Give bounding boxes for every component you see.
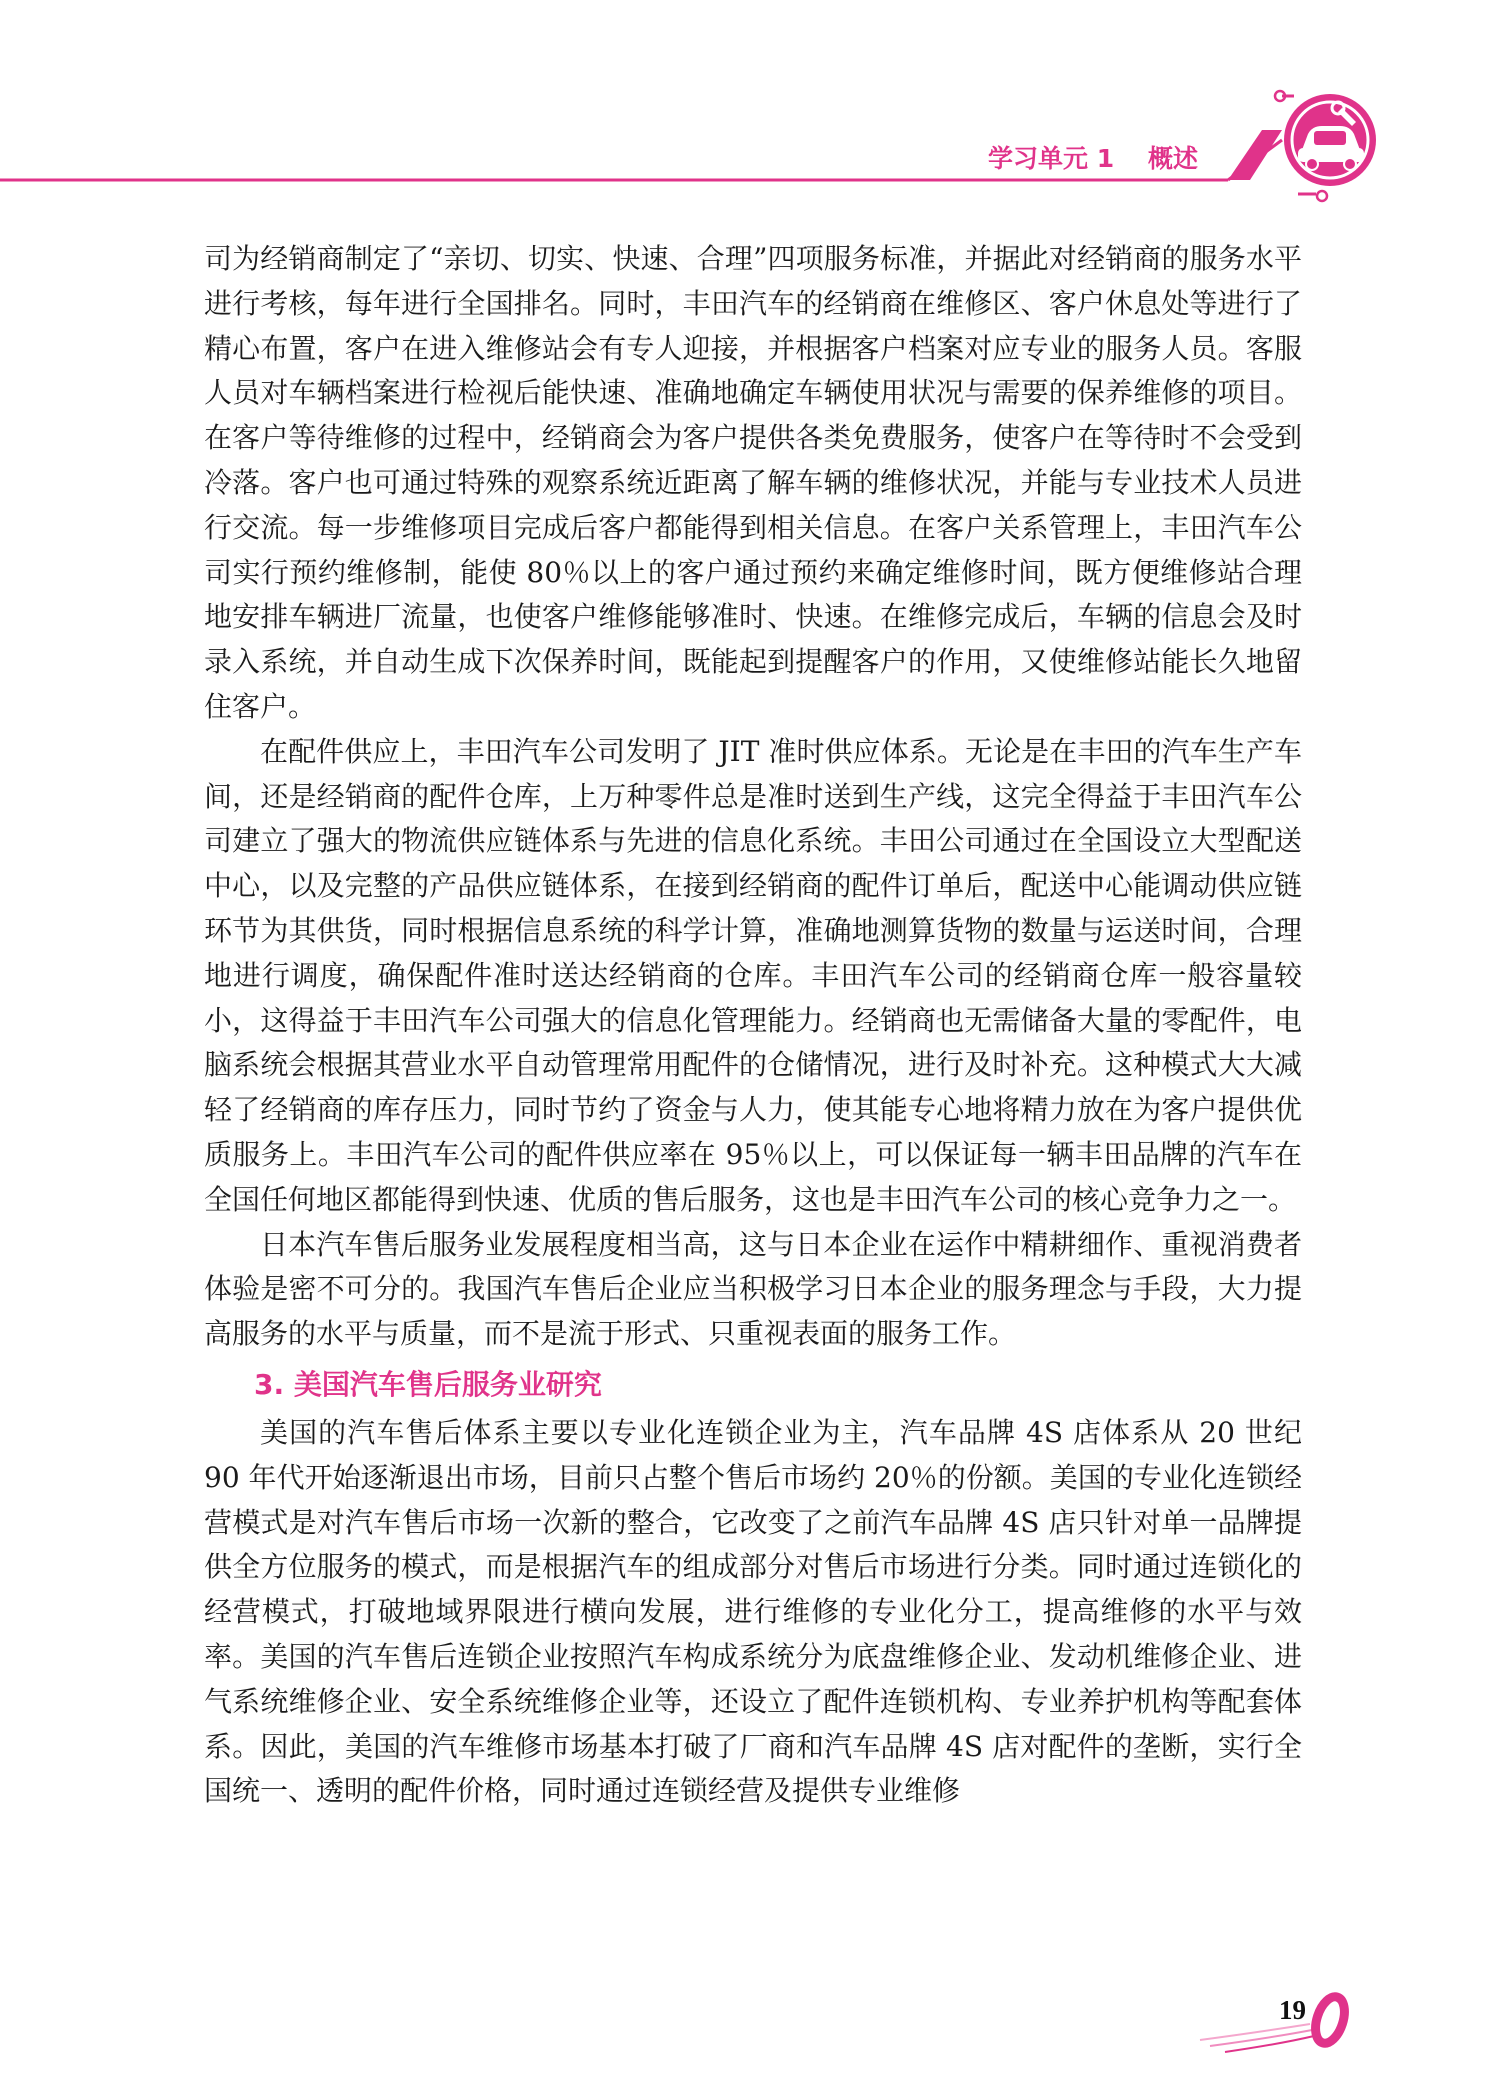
body-paragraph: 在配件供应上，丰田汽车公司发明了 JIT 准时供应体系。无论是在丰田的汽车生产车间，还是经销商的配件仓库，上万种零件总是准时送到生产线，这完全得益于丰田汽车公司建立了强大的物流供应链体系与先进的信息化系统。丰田公司通过在全国设立大型配送中心，以及完整的产品供应链体系，在接到经销商的配件订单后，配送中心能调动供应链环节为其供货，同时根据信息系统的科学计算，准确地测算货物的数量与运送时间，合理地进行调度，确保配件准时送达经销商的仓库。丰田汽车公司的经销商仓库一般容量较小，这得益于丰田汽车公司强大的信息化管理能力。经销商也无需储备大量的零配件，电脑系统会根据其营业水平自动管理常用配件的仓储情况，进行及时补充。这种模式大大减轻了经销商的库存压力，同时节约了资金与人力，使其能专心地将精力放在为客户提供优质服务上。丰田汽车公司的配件供应率在 95％以上，可以保证每一辆丰田品牌的汽车在全国任何地区都能得到快速、优质的售后服务，这也是丰田汽车公司的核心竞争力之一。: [204, 734, 1302, 1216]
section-heading: 3. 美国汽车售后服务业研究: [254, 1367, 602, 1401]
body-paragraph: 日本汽车售后服务业发展程度相当高，这与日本企业在运作中精耕细作、重视消费者体验是密不可分的。我国汽车售后企业应当积极学习日本企业的服务理念与手段，大力提高服务的水平与质量，而不是流于形式、只重视表面的服务工作。: [204, 1227, 1302, 1351]
header-banner: [1228, 130, 1282, 180]
swirl-ornament-icon: [1190, 1982, 1370, 2062]
body-paragraph: 美国的汽车售后体系主要以专业化连锁企业为主，汽车品牌 4S 店体系从 20 世纪 90 年代开始逐渐退出市场，目前只占整个售后市场约 20％的份额。美国的专业化连锁经营模式是对汽车售后市场一次新的整合，它改变了之前汽车品牌 4S 店只针对单一品牌提供全方位服务的模式，而是根据汽车的组成部分对售后市场进行分类。同时通过连锁化的经营模式，打破地域界限进行横向发展，进行维修的专业化分工，提高维修的水平与效率。美国的汽车售后连锁企业按照汽车构成系统分为底盘维修企业、发动机维修企业、进气系统维修企业、安全系统维修企业等，还设立了配件连锁机构、专业养护机构等配套体系。因此，美国的汽车维修市场基本打破了厂商和汽车品牌 4S 店对配件的垄断，实行全国统一、透明的配件价格，同时通过连锁经营及提供专业维修: [204, 1415, 1302, 1808]
car-wrench-icon: [1284, 94, 1376, 186]
page-body: [204, 237, 1302, 1814]
page-number: 19: [1279, 1995, 1306, 2025]
unit-label: 学习单元 1: [988, 144, 1115, 173]
unit-title: 概述: [1148, 144, 1199, 173]
header-decoration: [0, 0, 1504, 230]
body-paragraph: 司为经销商制定了“亲切、切实、快速、合理”四项服务标准，并据此对经销商的服务水平进行考核，每年进行全国排名。同时，丰田汽车的经销商在维修区、客户休息处等进行了精心布置，客户在进入维修站会有专人迎接，并根据客户档案对应专业的服务人员。客服人员对车辆档案进行检视后能快速、准确地确定车辆使用状况与需要的保养维修的项目。在客户等待维修的过程中，经销商会为客户提供各类免费服务，使客户在等待时不会受到冷落。客户也可通过特殊的观察系统近距离了解车辆的维修状况，并能与专业技术人员进行交流。每一步维修项目完成后客户都能得到相关信息。在客户关系管理上，丰田汽车公司实行预约维修制，能使 80％以上的客户通过预约来确定维修时间，既方便维修站合理地安排车辆进厂流量，也使客户维修能够准时、快速。在维修完成后，车辆的信息会及时录入系统，并自动生成下次保养时间，既能起到提醒客户的作用，又使维修站能长久地留住客户。: [204, 242, 1302, 723]
